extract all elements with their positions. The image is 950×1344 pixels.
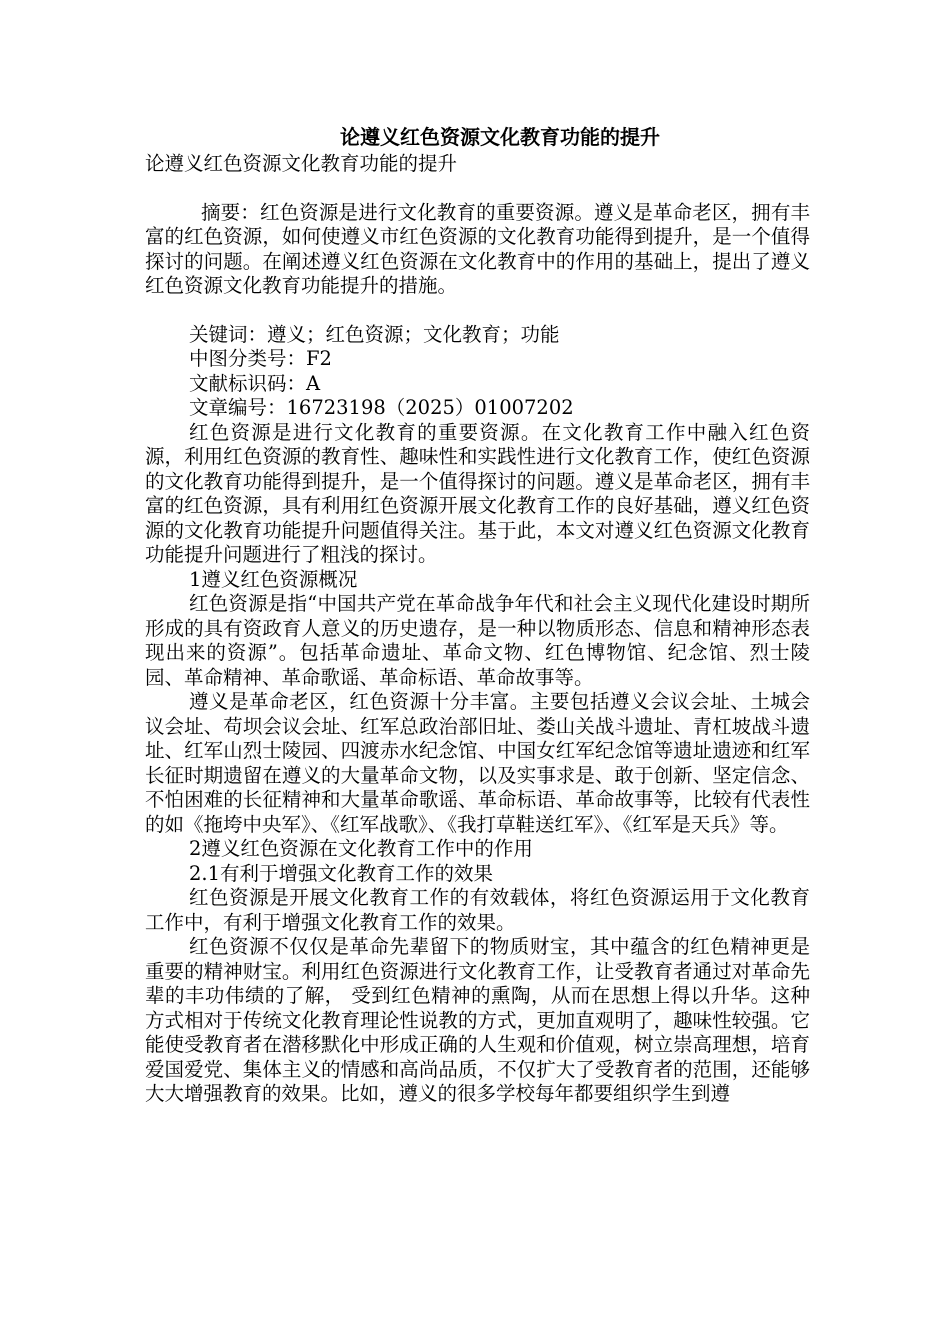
- document-subtitle: 论遵义红色资源文化教育功能的提升: [145, 152, 458, 175]
- intro-paragraph: 红色资源是进行文化教育的重要资源。在文化教育工作中融入红色资源，利用红色资源的教育性、趣味性和实践性进行文化教育工作，使红色资源的文化教育功能得到提升，是一个值得探讨的问题。遵义是革命老区，拥有丰富的红色资源，具有利用红色资源开展文化教育工作的良好基础，遵义红色资源的文化教育功能提升问题值得关注。基于此，本文对遵义红色资源文化教育功能提升问题进行了粗浅的探讨。: [145, 420, 810, 566]
- article-metadata: [145, 323, 810, 421]
- document-title: 论遵义红色资源文化教育功能的提升: [340, 125, 660, 149]
- section-2-1-paragraph-2: 红色资源不仅仅是革命先辈留下的物质财宝，其中蕴含的红色精神更是重要的精神财宝。利用红色资源进行文化教育工作，让受教育者通过对革命先辈的丰功伟绩的了解， 受到红色精神的熏陶，从而在思想上得以升华。这种方式相对于传统文化教育理论性说教的方式，更加直观明了，趣味性较强。它能使受教育者在潜移默化中形成正确的人生观和价值观，树立崇高理想，培育爱国爱党、集体主义的情感和高尚品质，不仅扩大了受教育者的范围，还能够大大增强教育的效果。比如，遵义的很多学校每年都要组织学生到遵: [145, 935, 810, 1105]
- section-1-paragraph-2: 遵义是革命老区，红色资源十分丰富。主要包括遵义会议会址、土城会议会址、苟坝会议会址、红军总政治部旧址、娄山关战斗遗址、青杠坡战斗遗址、红军山烈士陵园、四渡赤水纪念馆、中国女红军纪念馆等遗址遗迹和红军长征时期遗留在遵义的大量革命文物，以及实事求是、敢于创新、坚定信念、不怕困难的长征精神和大量革命歌谣、革命标语、革命故事等，比较有代表性的如《拖垮中央军》、《红军战歌》、《我打草鞋送红军》、《红军是天兵》等。: [145, 690, 810, 836]
- article-number-line: 文章编号：16723198（2025）01007202: [189, 396, 574, 419]
- section-2-1-paragraph-1: 红色资源是开展文化教育工作的有效载体，将红色资源运用于文化教育工作中，有利于增强文化教育工作的效果。: [145, 886, 810, 934]
- keywords-line: 关键词：遵义；红色资源；文化教育；功能: [189, 322, 560, 346]
- abstract-paragraph: 摘要：红色资源是进行文化教育的重要资源。遵义是革命老区，拥有丰富的红色资源，如何使遵义市红色资源的文化教育功能得到提升，是一个值得探讨的问题。在阐述遵义红色资源在文化教育中的作用的基础上，提出了遵义红色资源文化教育功能提升的措施。: [145, 200, 810, 297]
- classification-line: 中图分类号：F2: [189, 347, 332, 370]
- section-heading-1: 1遵义红色资源概况: [189, 567, 358, 591]
- section-heading-2: 2遵义红色资源在文化教育工作中的作用: [189, 837, 533, 860]
- document-code-line: 文献标识码：A: [189, 371, 321, 395]
- document-body: [145, 122, 810, 1107]
- subsection-heading-2-1: 2.1有利于增强文化教育工作的效果: [189, 861, 494, 885]
- section-1-paragraph-1: 红色资源是指“中国共产党在革命战争年代和社会主义现代化建设时期所形成的具有资政育人意义的历史遗存，是一种以物质形态、信息和精神形态表现出来的资源”。包括革命遗址、革命文物、红色博物馆、纪念馆、烈士陵园、革命精神、革命歌谣、革命标语、革命故事等。: [145, 592, 810, 689]
